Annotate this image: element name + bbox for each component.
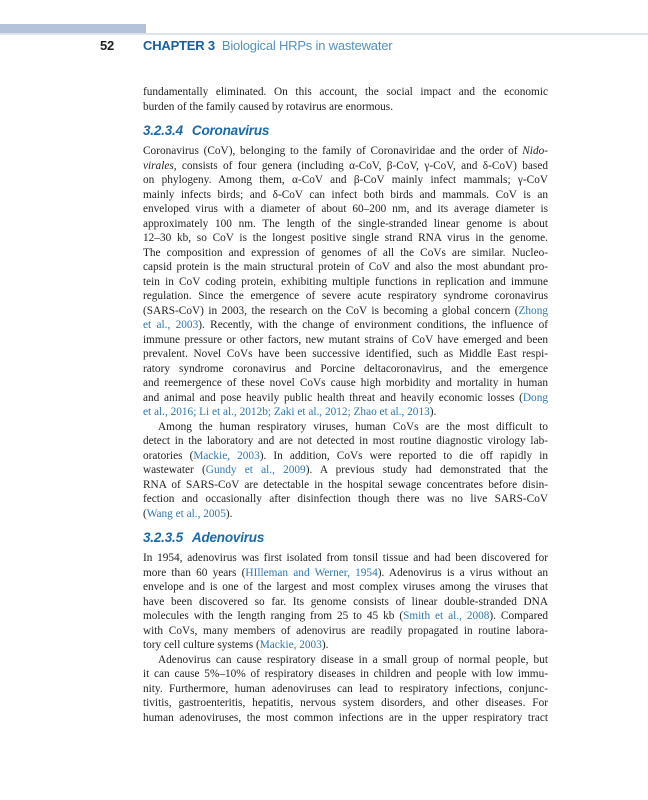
text-line <box>143 492 548 507</box>
body-text: burden of the family caused by rotavirus are enormous. <box>143 100 394 113</box>
text-line <box>143 420 548 435</box>
body-text: immune pressure or other factors, new mutant strains of CoV have emerged and been <box>143 333 548 346</box>
body-text: on phylogeny. Among them, α-CoV and β-CoV mainly infect mammals; γ-CoV <box>143 174 548 186</box>
citation-link[interactable]: Gundy et al., 2009 <box>205 464 306 476</box>
text-line <box>143 246 548 261</box>
text-line <box>143 696 548 711</box>
text-line <box>143 275 548 290</box>
body-text: RNA of SARS-CoV are detectable in the hospital sewage concentrates before disin- <box>143 478 548 491</box>
body-text: detect in the laboratory and are not detected in most routine diagnostic virology lab- <box>143 435 548 447</box>
body-text: ( <box>143 507 147 520</box>
body-text: regulation. Since the emergence of severe acute respiratory syndrome coronavirus <box>143 290 548 302</box>
body-text: have been discovered so far. Its genome consists of linear double-stranded DNA <box>143 595 548 608</box>
citation-link[interactable]: HIlleman and Werner, 1954 <box>245 566 378 579</box>
text-line <box>143 507 548 522</box>
body-text: , consists of four genera (including α-CoV, β-CoV, γ-CoV, and δ-CoV) based <box>173 159 548 172</box>
paragraph <box>143 85 548 114</box>
text-line <box>143 405 548 420</box>
text-line <box>143 580 548 595</box>
body-text: ). Compared <box>489 610 548 622</box>
body-text: oratories ( <box>143 449 194 462</box>
page-body <box>143 85 548 725</box>
body-text: Among the human respiratory viruses, human CoVs are the most difficult to <box>158 420 548 433</box>
paragraph <box>143 551 548 653</box>
text-line <box>143 144 548 159</box>
text-line <box>143 202 548 217</box>
text-line <box>143 391 548 406</box>
body-text: tivitis, gastroenteritis, hepatitis, nervous system disorders, and other diseases. For <box>143 697 548 709</box>
text-line <box>143 376 548 391</box>
italic-text: Nido- <box>522 145 548 157</box>
section-number: 3.2.3.5 <box>143 530 183 545</box>
chapter-title: Biological HRPs in wastewater <box>221 38 393 53</box>
body-text: ). Recently, with the change of environment conditions, the influence of <box>198 319 548 331</box>
citation-link[interactable]: Zhong <box>518 304 548 317</box>
section-title: Adenovirus <box>191 530 265 545</box>
text-line <box>143 609 548 624</box>
citation-link[interactable]: Smith et al., 2008 <box>403 610 490 622</box>
body-text: ). Adenovirus is a virus without an <box>377 566 548 579</box>
citation-link[interactable]: et al., 2003 <box>143 319 199 331</box>
body-text: wastewater ( <box>143 464 206 476</box>
page-number: 52 <box>100 38 115 53</box>
body-text: with CoVs, many members of adenovirus are readily propagated in routine labora- <box>143 624 548 637</box>
section-title: Coronavirus <box>191 123 270 138</box>
text-line <box>143 434 548 449</box>
text-line <box>143 449 548 464</box>
body-text: fundamentally eliminated. On this account, the social impact and the economic <box>143 86 548 98</box>
text-line <box>143 362 548 377</box>
section-number: 3.2.3.4 <box>143 123 183 138</box>
body-text: ). <box>225 507 233 520</box>
text-line <box>143 289 548 304</box>
section-heading <box>143 123 548 138</box>
text-line <box>143 667 548 682</box>
body-text: envelope and is one of the largest and most complex viruses among the viruses that <box>143 581 548 593</box>
body-text: enveloped virus with a diameter of about 60–200 nm, and its average diameter is <box>143 203 548 215</box>
body-text: ). In addition, CoVs were reported to die off rapidly in <box>259 449 548 462</box>
body-text: mainly infects birds; and δ-CoV can infect both birds and mammals. CoV is an <box>143 188 548 201</box>
chapter-label: CHAPTER 3 <box>143 38 215 53</box>
text-line <box>143 173 548 188</box>
paragraph <box>143 653 548 726</box>
body-text: In 1954, adenovirus was first isolated from tonsil tissue and had been discovered for <box>143 552 548 564</box>
text-line <box>143 188 548 203</box>
text-line <box>143 333 548 348</box>
body-text: and reemergence of these novel CoVs cause high morbidity and mortality in human <box>143 377 548 389</box>
text-line <box>143 478 548 493</box>
text-line <box>143 85 548 100</box>
body-text: more than 60 years ( <box>143 566 246 579</box>
body-text: and animal and pose heavily public health threat and heavily economic losses ( <box>143 391 523 404</box>
citation-link[interactable]: Mackie, 2003 <box>259 639 322 651</box>
text-line <box>143 100 548 115</box>
citation-link[interactable]: Dong <box>522 391 548 404</box>
text-line <box>143 463 548 478</box>
body-text: prevalent. Novel CoVs have been successive identified, such as Middle East respi- <box>143 348 548 360</box>
body-text: capsid protein is the main structural protein of CoV and also the most abundant pro- <box>143 261 548 273</box>
text-line <box>143 566 548 581</box>
body-text: (SARS-CoV) in 2003, the research on the CoV is becoming a global concern ( <box>143 304 519 317</box>
page-header <box>100 38 392 53</box>
text-line <box>143 682 548 697</box>
text-line <box>143 260 548 275</box>
italic-text: virales <box>143 159 174 172</box>
paragraph <box>143 420 548 522</box>
citation-link[interactable]: et al., 2016; Li et al., 2012b; Zaki et al., 2012; Zhao et al., 2013 <box>143 406 430 418</box>
body-text: The composition and expression of genomes of all the CoVs are similar. Nucleo- <box>143 246 548 259</box>
body-text: human adenoviruses, the most common infections are in the upper respiratory tract <box>143 711 548 724</box>
text-line <box>143 711 548 726</box>
body-text: nity. Furthermore, human adenoviruses can lead to respiratory infections, conjunc- <box>143 682 548 695</box>
text-line <box>143 551 548 566</box>
body-text: it can cause 5%–10% of respiratory diseases in children and people with low immu- <box>143 668 548 680</box>
text-line <box>143 159 548 174</box>
citation-link[interactable]: Mackie, 2003 <box>193 449 260 462</box>
text-line <box>143 217 548 232</box>
text-line <box>143 595 548 610</box>
citation-link[interactable]: Wang et al., 2005 <box>146 507 226 520</box>
body-text: molecules with the length ranging from 25 to 45 kb ( <box>143 610 404 622</box>
text-line <box>143 624 548 639</box>
body-text: ). A previous study had demonstrated that the <box>305 464 548 476</box>
body-text: Coronavirus (CoV), belonging to the family of Coronaviridae and the order of <box>143 145 523 157</box>
text-line <box>143 231 548 246</box>
body-text: approximately 100 nm. The length of the single-stranded linear genome is about <box>143 217 548 230</box>
body-text: ratory syndrome coronavirus and Porcine deltacoronavirus, and the emergence <box>143 362 548 375</box>
text-line <box>143 653 548 668</box>
body-text: 12–30 kb, so CoV is the longest positive single strand RNA virus in the genome. <box>143 232 548 244</box>
text-line <box>143 318 548 333</box>
body-text: fection and occasionally after disinfection though there was no live SARS-CoV <box>143 493 548 505</box>
paragraph <box>143 144 548 420</box>
body-text: ). <box>429 406 437 418</box>
text-line <box>143 638 548 653</box>
body-text: tory cell culture systems ( <box>143 639 260 651</box>
body-text: ). <box>321 639 329 651</box>
header-rule <box>0 33 648 35</box>
body-text: Adenovirus can cause respiratory disease in a small group of normal people, but <box>158 653 548 666</box>
section-heading <box>143 530 548 545</box>
text-line <box>143 304 548 319</box>
body-text: tein in CoV coding protein, exhibiting multiple functions in replication and immune <box>143 275 548 288</box>
text-line <box>143 347 548 362</box>
